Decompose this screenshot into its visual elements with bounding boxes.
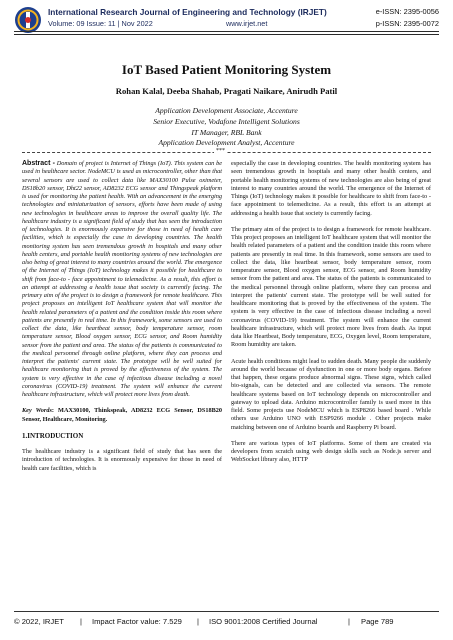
header-rule-thin (14, 34, 439, 35)
right-column (231, 160, 431, 473)
affiliation-line: Application Development Associate, Accenture (155, 106, 298, 115)
footer-iso: ISO 9001:2008 Certified Journal (209, 617, 318, 626)
divider-stars: *** (216, 148, 225, 154)
abstract-label: Abstract - (22, 160, 55, 167)
section-heading-introduction: 1.INTRODUCTION (22, 431, 84, 440)
volume-issue: Volume: 09 Issue: 11 | Nov 2022 (48, 19, 153, 28)
page-footer (14, 611, 439, 633)
left-column (22, 160, 222, 481)
footer-page-number: Page 789 (361, 617, 394, 626)
intro-paragraph: The healthcare industry is a significant field of study that has seen the introduction of technologies. It is enormously expensive for those in need of health care facilities, which is (22, 448, 222, 472)
affiliations (0, 106, 453, 149)
footer-separator: | (80, 617, 82, 626)
body-paragraph: Acute health conditions might lead to sudden death. Many people die suddenly around the world because of dysfunction in one or more body organs. Before that happen, these organs produce abnormal signs. These signs, which called bio-signals, can be detected and are collected via sensors. The remote healthcare systems based on IoT technology depends on microcontroller and gateway to upload data. Arduino microcontroller family is used more in this field. Some projects use NodeMCU which is ESP8266 based board . While others use Arduino UNO with ESP9266 module . Other projects make matching between one of Arduino boards and Raspberry Pi board. (231, 357, 431, 431)
abstract-paragraph (22, 160, 222, 399)
irjet-logo-icon (14, 6, 42, 34)
abstract-text: Domain of project is Internet of Things (IoT). This system can be used in healthcare sector. NodeMCU is used as microcontroller, other than that several sensors are used to collect data like MAX30100 Pulse oximeter, DS18b20 sensor, Dht22 sensor, AD8232 ECG sensor and Thingspeak platform is used for monitoring the patient health. With an advancement in the emerging technologies and miniaturization of sensors, efforts have been made of using new technologies in healthcare areas to improve the overall quality life. The healthcare industry is a significant field of study that has seen the introduction of technologies. It is enormously expensive for those in need of health care facilities, which is especially the case in developing countries. The health monitoring system has seen tremendous growth in hospitals and many other health centers, and portable health monitoring systems of new technologies are also being of great interest to many countries around the world. The emergence of the Internet of Things (IoT) technology makes it possible for healthcare to shift from face-to - face appointment to telemedicine. As a result, this effort is an attempt at addressing a health issue that society is currently facing. The primary aim of the project is to design a framework for remote healthcare. This project proposes an intelligent IoT healthcare system that will monitor the health related parameters of a patient and the condition inside this room where patients are presently in real time. In this framework, some sensors are used to collect the data, like heartbeat sensor, body temperature sensor, room temperature sensor, Blood oxygen sensor, ECG sensor, and Room humidity sensor from the patient and area. The status of the patients is communicated to the medical personnel through online platform, where they can process and interpret the patients' current state. The prototype will be well suited for healthcare monitoring that is proved by the effectiveness of the system. The system is very effective in the case of infectious disease including a novel coronavirus (COVID-19) treatment. The system will enhance the current healthcare infrastructure, which will protect more lives from death. (22, 160, 222, 398)
footer-impact-factor: Impact Factor value: 7.529 (92, 617, 182, 626)
p-issn: p-ISSN: 2395-0072 (375, 19, 439, 28)
body-paragraph: The primary aim of the project is to design a framework for remote healthcare. This project proposes an intelligent IoT healthcare system that will monitor the health related parameters of a patient and the condition inside this room where patients are presently in real time. In this framework, some sensors are used to collect the data, like heartbeat sensor, body temperature sensor, room temperature sensor, Blood oxygen sensor, ECG sensor, and Room humidity sensor from the patient and area. The status of the patients is communicated to the medical personnel through online platform, where they can process and interpret the patients' current state. The prototype will be well suited for healthcare monitoring that is proved by the effectiveness of the system. The system is very effective in the case of infectious disease including a novel coronavirus (COVID-19) treatment. The system will enhance the current healthcare infrastructure, which will protect more lives from death. As input data like Heartbeat, Body temperature, ECG, Oxygen level, Room temperature, Room humidity are taken. (231, 225, 431, 349)
affiliation-line: IT Manager, RBL Bank (191, 127, 262, 137)
body-paragraph: There are various types of IoT platforms. Some of them are created via developers from scratch using web design skills such as Node.js server and WebSocket library also, HTTP (231, 439, 431, 464)
journal-header (14, 6, 439, 46)
e-issn: e-ISSN: 2395-0056 (375, 7, 439, 16)
footer-rule (14, 611, 439, 612)
footer-copyright: © 2022, IRJET (14, 617, 64, 626)
body-paragraph: especially the case in developing countries. The health monitoring system has seen tremendous growth in hospitals and many other health centers, and portable health monitoring systems of new technologies are also being of great interest to many countries around the world. The emergence of the Internet of Things (IoT) technology makes it possible for healthcare to shift from face-to - face appointment to telemedicine. As a result, this effort is an attempt at addressing a health issue that society is currently facing. (231, 160, 431, 217)
keywords-label: Key Words (22, 407, 52, 415)
footer-separator: | (348, 617, 350, 626)
author-list: Rohan Kalal, Deeba Shahab, Pragati Naikare, Anirudh Patil (115, 86, 338, 96)
keywords-paragraph (22, 407, 222, 424)
journal-title: International Research Journal of Engineering and Technology (IRJET) (48, 7, 327, 17)
keywords-text: : MAX30100, Thinkspeak, AD8232 ECG Sensor, DS18B20 Sensor, Healthcare, Monitoring. (22, 407, 222, 423)
paper-title: IoT Based Patient Monitoring System (121, 62, 332, 77)
header-rule (14, 31, 439, 32)
affiliation-line: Application Development Analyst, Accenture (158, 138, 295, 148)
affiliation-line: Senior Executive, Vodafone Intelligent Solutions (153, 116, 300, 126)
footer-separator: | (197, 617, 199, 626)
journal-website-link[interactable]: www.irjet.net (226, 19, 268, 28)
